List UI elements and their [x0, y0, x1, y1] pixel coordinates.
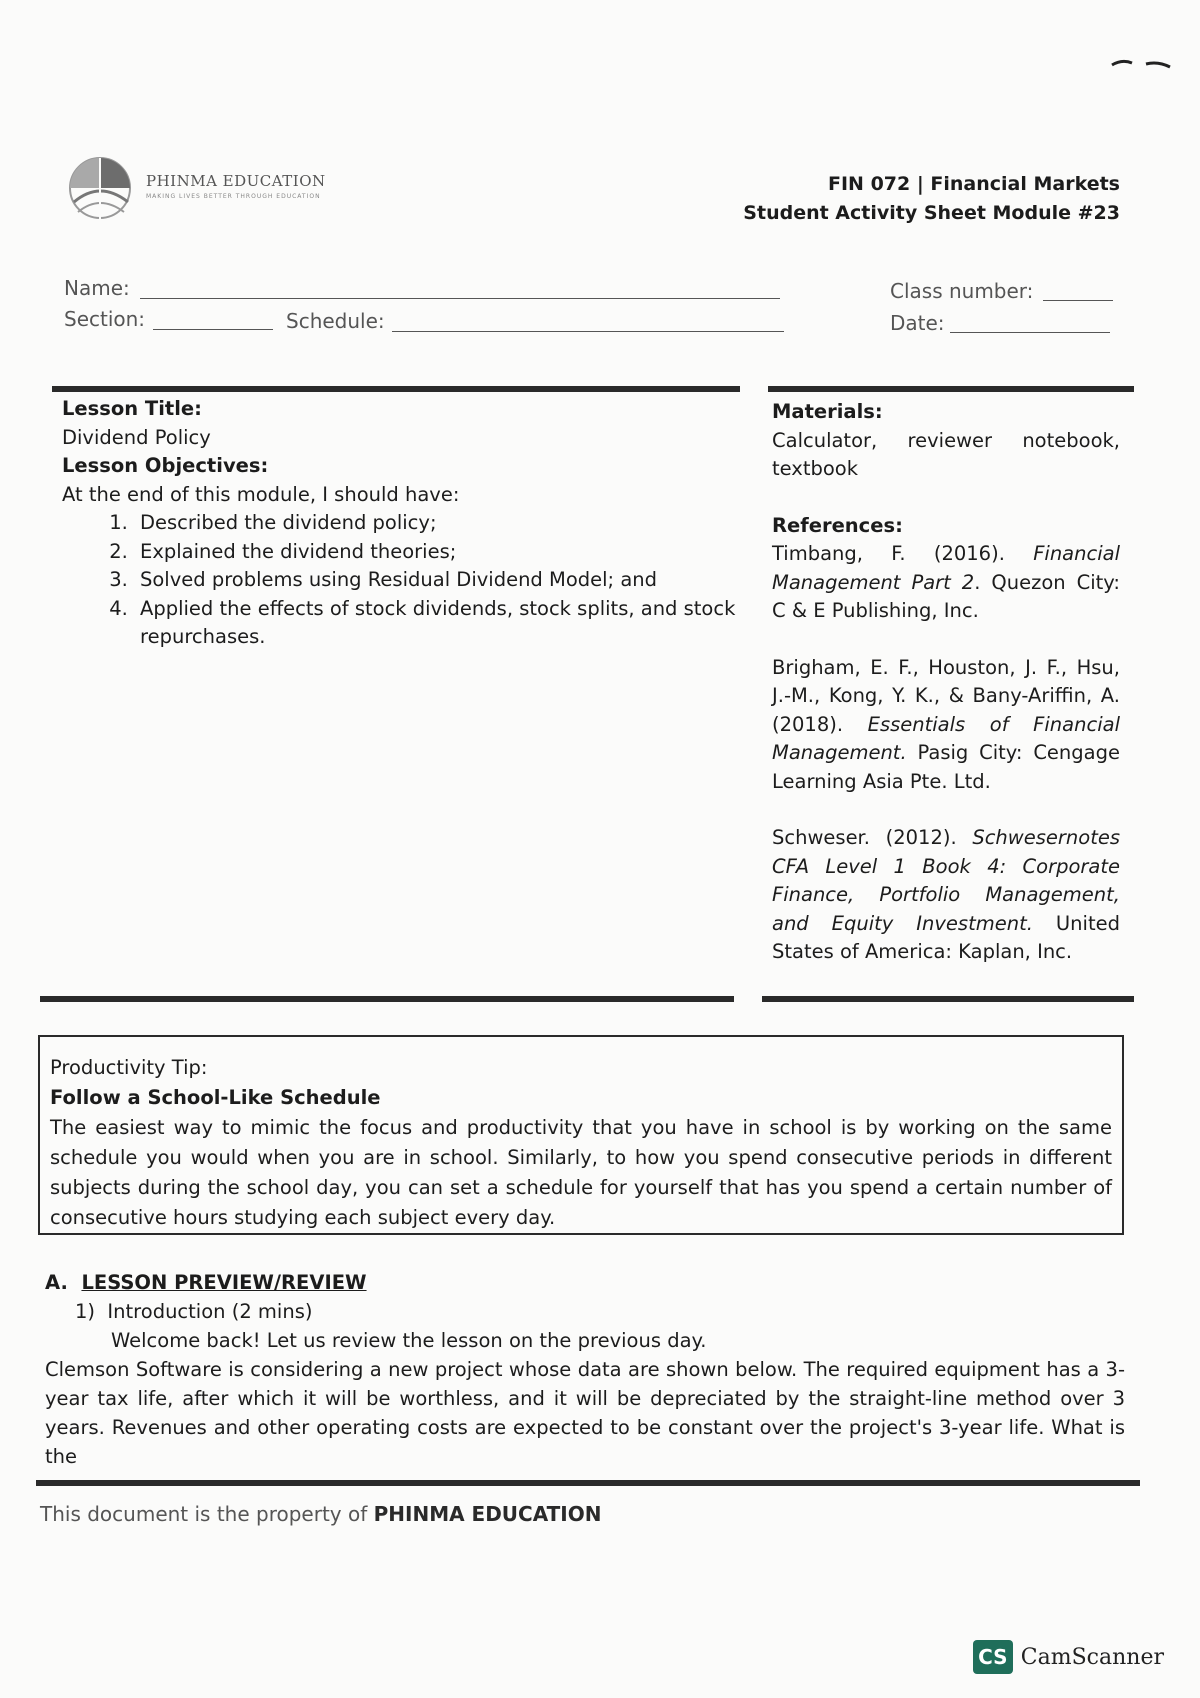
lesson-objectives-label: Lesson Objectives:: [62, 454, 269, 477]
ref1-publisher: . Quezon City: C & E Publishing, Inc.: [772, 570, 1120, 622]
camscanner-watermark: [973, 1640, 1164, 1674]
phinma-logo: [62, 150, 362, 228]
welcome-text: Welcome back! Let us review the lesson on the previous day.: [111, 1329, 707, 1352]
camscanner-logo-icon: CS: [973, 1640, 1013, 1674]
name-field[interactable]: [140, 298, 780, 299]
date-field[interactable]: [950, 332, 1110, 333]
materials-column: [772, 398, 1120, 967]
footer-notice: [40, 1502, 601, 1526]
objectives-intro: At the end of this module, I should have:: [62, 482, 460, 506]
schedule-label: Schedule:: [286, 309, 385, 333]
reference-item: [772, 540, 1120, 626]
objective-item: 1. Described the dividend policy;: [134, 509, 742, 538]
schedule-field[interactable]: [392, 331, 784, 332]
course-header: [743, 170, 1120, 228]
reference-item: [772, 654, 1120, 797]
date-label: Date:: [890, 311, 945, 335]
intro-item: [45, 1297, 1125, 1326]
problem-paragraph: Clemson Software is considering a new project whose data are shown below. The required equipment has a 3-year tax life, after which it will be worthless, and it will be depreciated by the straight-line method over 3 years. Revenues and other operating costs are expected to be constant over the project's 3-year life. What is the: [45, 1358, 1125, 1468]
phinma-emblem-icon: [62, 150, 142, 228]
top-rule-right: [768, 386, 1134, 392]
references-label: References:: [772, 513, 903, 537]
section-a-heading: [45, 1268, 1125, 1297]
course-line: FIN 072 | Financial Markets: [828, 173, 1120, 195]
class-number-field[interactable]: [1043, 300, 1113, 301]
section-a: [45, 1268, 1125, 1471]
footer-owner: PHINMA EDUCATION: [373, 1502, 602, 1526]
bottom-rule-right: [762, 996, 1134, 1002]
tip-title: Follow a School-Like Schedule: [50, 1086, 381, 1109]
materials-text: Calculator, reviewer notebook, textbook: [772, 428, 1120, 480]
ref3-publisher: United States of America: Kaplan, Inc.: [772, 911, 1120, 963]
item-number: 1): [75, 1300, 96, 1323]
ref3-authors: Schweser. (2012).: [772, 826, 973, 849]
top-rule-left: [52, 386, 740, 392]
ref2-authors: Brigham, E. F., Houston, J. F., Hsu, J.-M., Kong, Y. K., & Bany-Ariffin, A. (2018).: [772, 655, 1120, 736]
ref1-title: Financial Management Part 2: [772, 542, 1120, 594]
name-label: Name:: [64, 276, 130, 300]
section-label: Section:: [64, 307, 146, 331]
ref2-publisher: Pasig City: Cengage Learning Asia Pte. Ltd.: [772, 741, 1120, 793]
org-name: PHINMA EDUCATION: [146, 172, 326, 190]
productivity-tip-box: [38, 1035, 1124, 1235]
section-field[interactable]: [153, 329, 273, 330]
section-letter: A.: [45, 1271, 68, 1294]
footer-rule: [36, 1480, 1140, 1486]
camscanner-name: CamScanner: [1020, 1644, 1164, 1670]
objectives-list: [62, 509, 742, 652]
materials-label: Materials:: [772, 400, 883, 423]
lesson-column: [62, 395, 742, 652]
tip-label: Productivity Tip:: [50, 1056, 208, 1079]
reference-item: [772, 824, 1120, 967]
sheet-line: Student Activity Sheet Module #23: [743, 202, 1120, 224]
objective-item: 4. Applied the effects of stock dividends, stock splits, and stock repurchases.: [134, 595, 742, 652]
objective-item: 2. Explained the dividend theories;: [134, 538, 742, 567]
objective-item: 3. Solved problems using Residual Dividend Model; and: [134, 566, 742, 595]
ref3-title: Schwesernotes CFA Level 1 Book 4: Corporate Finance, Portfolio Management, and Equity Investment.: [772, 826, 1120, 935]
bottom-rule-left: [40, 996, 734, 1002]
footer-text: This document is the property of: [40, 1502, 368, 1526]
tip-body: The easiest way to mimic the focus and productivity that you have in school is by working on the same schedule you would when you are in school. Similarly, to how you spend consecutive periods in different subjects during the school day, you can set a schedule for yourself that has you spend a certain number of consecutive hours studying each subject every day.: [50, 1116, 1112, 1229]
ref1-authors: Timbang, F. (2016).: [772, 542, 1034, 565]
lesson-title-label: Lesson Title:: [62, 397, 202, 420]
section-title: LESSON PREVIEW/REVIEW: [81, 1271, 367, 1294]
org-tagline: MAKING LIVES BETTER THROUGH EDUCATION: [146, 193, 321, 200]
ref2-title: Essentials of Financial Management.: [772, 712, 1120, 764]
scan-mark-icon: [1110, 55, 1180, 75]
item-title: Introduction (2 mins): [107, 1300, 313, 1323]
class-number-label: Class number:: [890, 279, 1034, 303]
lesson-title: Dividend Policy: [62, 425, 211, 449]
